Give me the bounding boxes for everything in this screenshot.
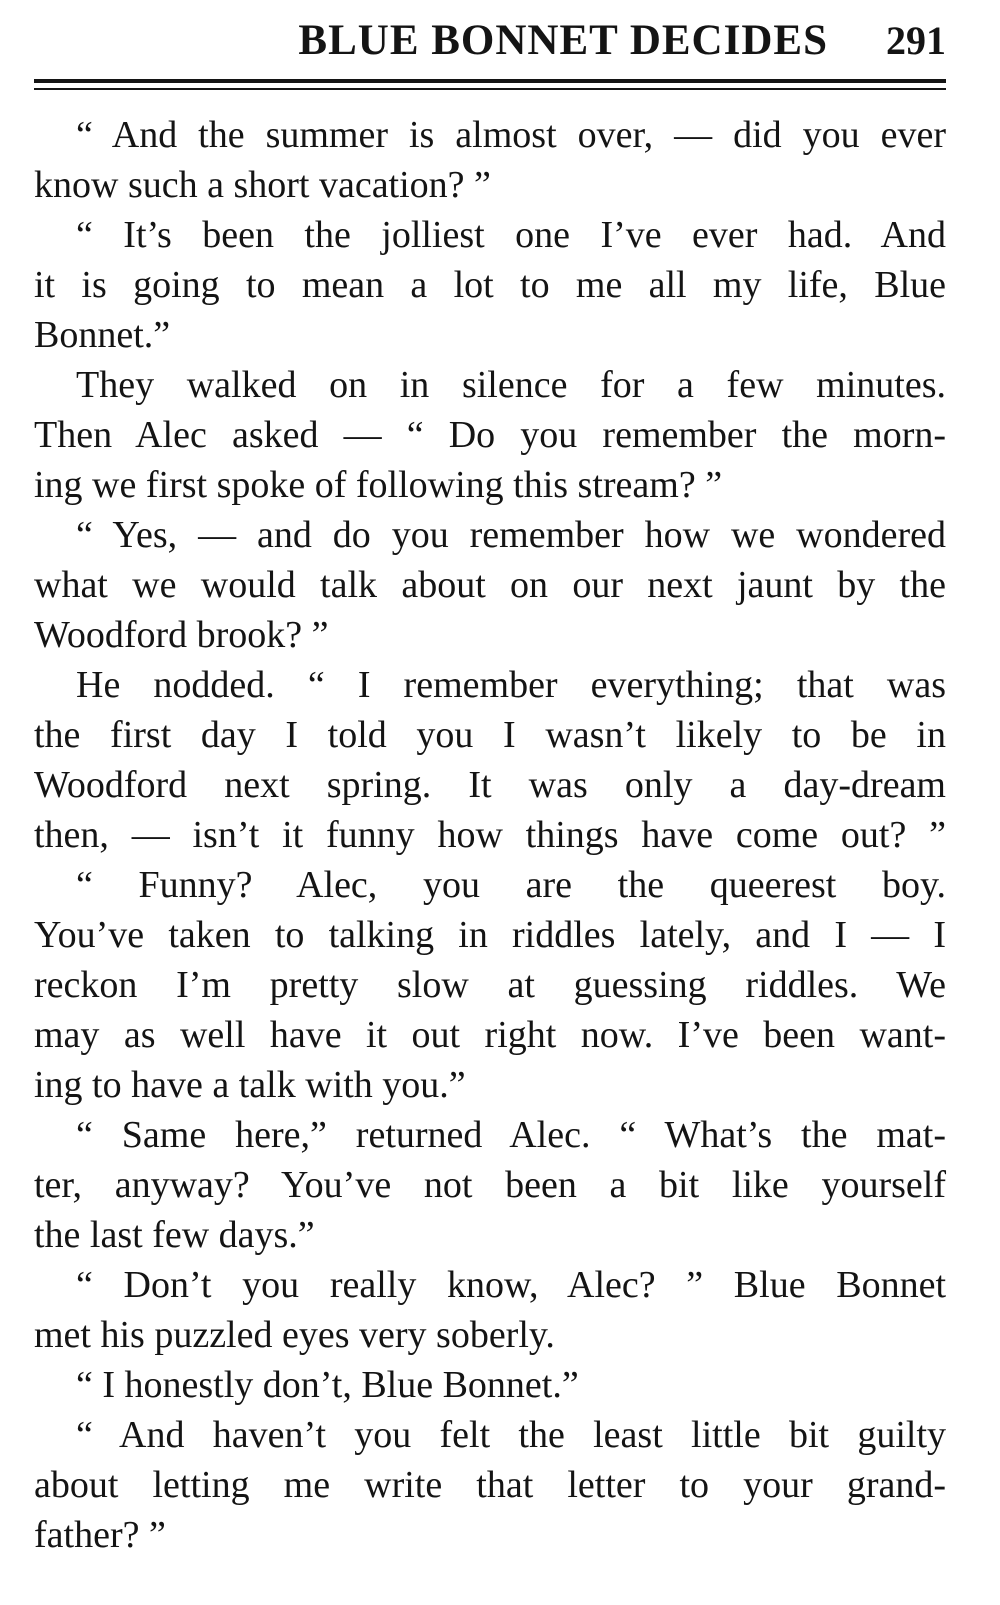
text-line: met his puzzled eyes very soberly. bbox=[34, 1314, 555, 1356]
text-line: reckon I’m pretty slow at guessing riddles. We bbox=[34, 964, 946, 1006]
text-line: know such a short vacation? ” bbox=[34, 164, 491, 206]
text-line: then, — isn’t it funny how things have come out? ” bbox=[34, 814, 946, 856]
header-rule-thick bbox=[34, 79, 946, 83]
body-text bbox=[34, 110, 946, 1560]
text-line: about letting me write that letter to your grand- bbox=[34, 1464, 946, 1506]
text-line: “ It’s been the jolliest one I’ve ever had. And bbox=[76, 214, 946, 256]
text-line: “ Same here,” returned Alec. “ What’s the mat- bbox=[76, 1114, 946, 1156]
text-line: what we would talk about on our next jaunt by the bbox=[34, 564, 946, 606]
text-line: “ And the summer is almost over, — did you ever bbox=[76, 114, 946, 156]
running-head bbox=[34, 10, 946, 70]
text-line: ing to have a talk with you.” bbox=[34, 1064, 466, 1106]
text-line: Woodford next spring. It was only a day-dream bbox=[34, 764, 946, 806]
text-line: You’ve taken to talking in riddles lately, and I — I bbox=[34, 914, 946, 956]
text-line: father? ” bbox=[34, 1514, 166, 1556]
chapter-title: BLUE BONNET DECIDES bbox=[298, 17, 828, 64]
text-line: Bonnet.” bbox=[34, 314, 171, 356]
header-rule-thin bbox=[34, 88, 946, 90]
text-line: may as well have it out right now. I’ve been want- bbox=[34, 1014, 946, 1056]
text-line: ter, anyway? You’ve not been a bit like yourself bbox=[34, 1164, 946, 1206]
text-line: the first day I told you I wasn’t likely to be in bbox=[34, 714, 946, 756]
text-line: Woodford brook? ” bbox=[34, 614, 329, 656]
book-page bbox=[34, 0, 946, 1605]
text-line: it is going to mean a lot to me all my life, Blue bbox=[34, 264, 946, 306]
text-line: “ And haven’t you felt the least little bit guilty bbox=[76, 1414, 946, 1456]
text-line: “ I honestly don’t, Blue Bonnet.” bbox=[76, 1364, 579, 1406]
text-line: “ Yes, — and do you remember how we wondered bbox=[76, 514, 946, 556]
text-line: “ Funny? Alec, you are the queerest boy. bbox=[76, 864, 946, 906]
text-line: They walked on in silence for a few minutes. bbox=[76, 364, 946, 406]
text-line: He nodded. “ I remember everything; that was bbox=[76, 664, 946, 706]
page-number: 291 bbox=[886, 18, 946, 63]
text-line: ing we first spoke of following this stream? ” bbox=[34, 464, 723, 506]
text-line: “ Don’t you really know, Alec? ” Blue Bonnet bbox=[76, 1264, 946, 1306]
text-line: the last few days.” bbox=[34, 1214, 315, 1256]
text-line: Then Alec asked — “ Do you remember the morn- bbox=[34, 414, 946, 456]
